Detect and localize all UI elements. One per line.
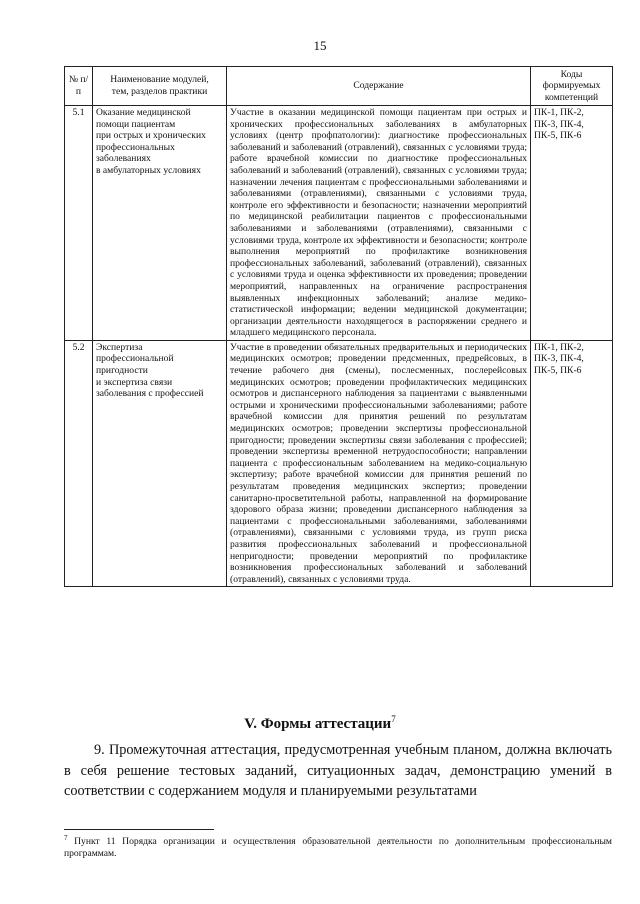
footnote <box>64 834 612 860</box>
header-module-line: Наименование модулей, <box>110 74 209 86</box>
module-name-line: профессиональной <box>96 353 174 365</box>
footnote-reference: 7 <box>391 714 396 724</box>
page-number: 15 <box>313 38 327 53</box>
row-module-name <box>93 106 227 341</box>
table-row <box>65 340 613 586</box>
section-heading <box>0 714 640 733</box>
module-name-line: Экспертиза <box>96 341 143 353</box>
row-content: Участие в оказании медицинской помощи пациентам при острых и хронических профессиональных заболеваниях в амбулаторных условиях (центр профпатологии): диагностике профессиональных заболеваний и заболеваний (отравлений), связанных с условиями труда; работе врачебной комиссии по диагностике профессиональных заболеваний и заболеваний (отравлений), связанных с условиями труда; назначении лечения пациентам с профессиональными заболеваниями и заболеваниями (отравлениями), связанными с условиями труда, контроле его эффективности и безопасности; назначении мероприятий по медицинской реабилитации пациентов с профессиональными заболеваниями и заболеваниями (отравлениями), связанными с условиями труда, контроле их эффективности и безопасности; контроле выполнения мероприятий по профилактике возникновения профессиональных заболеваний, заболеваний (отравлений), связанных с условиями труда и оценка эффективности их проведения; проведении мероприятий, направленных на ограничение распространения выявленных инфекционных заболеваний; анализе медико-статистической информации; ведении медицинской документации; организации деятельности находящегося в распоряжении среднего и младшего медицинского персонала. <box>227 106 531 341</box>
header-content: Содержание <box>227 67 531 106</box>
competency-code-line: ПК-3, ПК-4, <box>534 353 584 365</box>
module-name-line: при острых и хронических <box>96 130 206 142</box>
row-content: Участие в проведении обязательных предварительных и периодических медицинских осмотров; проведении предсменных, предрейсовых, в течение рабочего дня (смены), послесменных, послерейсовых медицинских осмотров; проведении профилактических медицинских осмотров и диспансерного наблюдения за пациентами с выявленными острыми и хроническими профессиональными заболеваниями; работе врачебной комиссии для принятия решений по результатам медицинских осмотров; проведении экспертизы профессиональной пригодности; проведении экспертизы связи заболевания с профессией; проведении экспертизы временной нетрудоспособности; направлении пациента с профессиональным заболеванием на медико-социальную экспертизу; работе врачебной комиссии для принятия решений по результатам проведения медицинских экспертиз; проведении санитарно-просветительной работы, направленной на формирование здорового образа жизни; проведении диспансерного наблюдения за пациентами с профессиональными заболеваниями, заболеваниями (отравлениями), связанными с условиями труда, из групп риска развития профессиональных заболеваний и профессиональной непригодности; проведении мероприятий по профилактике возникновения профессиональных заболеваний и заболеваний (отравлений), связанных с условиями труда. <box>227 340 531 586</box>
module-name-line: пригодности <box>96 365 148 377</box>
header-module <box>93 67 227 106</box>
module-name-line: профессиональных <box>96 141 175 153</box>
module-name-line: в амбулаторных условиях <box>96 164 201 176</box>
header-codes: Коды формируемых компетенций <box>531 67 613 106</box>
competency-code-line: ПК-1, ПК-2, <box>534 107 584 118</box>
row-number: 5.1 <box>65 106 93 341</box>
module-name-line: заболеваниях <box>96 153 151 165</box>
footnote-mark: 7 <box>64 834 68 842</box>
row-competency-codes <box>531 340 613 586</box>
header-number: № п/п <box>65 67 93 106</box>
section-heading-text: V. Формы аттестации <box>244 716 392 732</box>
table-header-row <box>65 67 613 106</box>
practice-content-table <box>64 66 613 587</box>
module-name-line: и экспертиза связи <box>96 376 173 388</box>
table-row <box>65 106 613 341</box>
header-module-line: тем, разделов практики <box>111 86 208 97</box>
body-paragraph: 9. Промежуточная аттестация, предусмотренная учебным планом, должна включать в себя решение тестовых заданий, ситуационных задач, демонстрацию умений в соответствии с содержанием модуля и планируемыми результатами <box>64 742 612 800</box>
row-competency-codes <box>531 106 613 341</box>
module-name-line: заболевания с профессией <box>96 388 204 400</box>
row-number: 5.2 <box>65 340 93 586</box>
competency-code-line: ПК-3, ПК-4, <box>534 118 584 130</box>
footnote-text: Пункт 11 Порядка организации и осуществления образовательной деятельности по дополнительным профессиональным программам. <box>64 836 612 860</box>
competency-code-line: ПК-1, ПК-2, <box>534 341 584 353</box>
module-name-line: Оказание медицинской <box>96 107 191 118</box>
competency-code-line: ПК-5, ПК-6 <box>534 130 582 142</box>
row-module-name <box>93 340 227 586</box>
module-name-line: помощи пациентам <box>96 118 176 130</box>
footnote-divider <box>64 829 214 830</box>
competency-code-line: ПК-5, ПК-6 <box>534 365 582 377</box>
